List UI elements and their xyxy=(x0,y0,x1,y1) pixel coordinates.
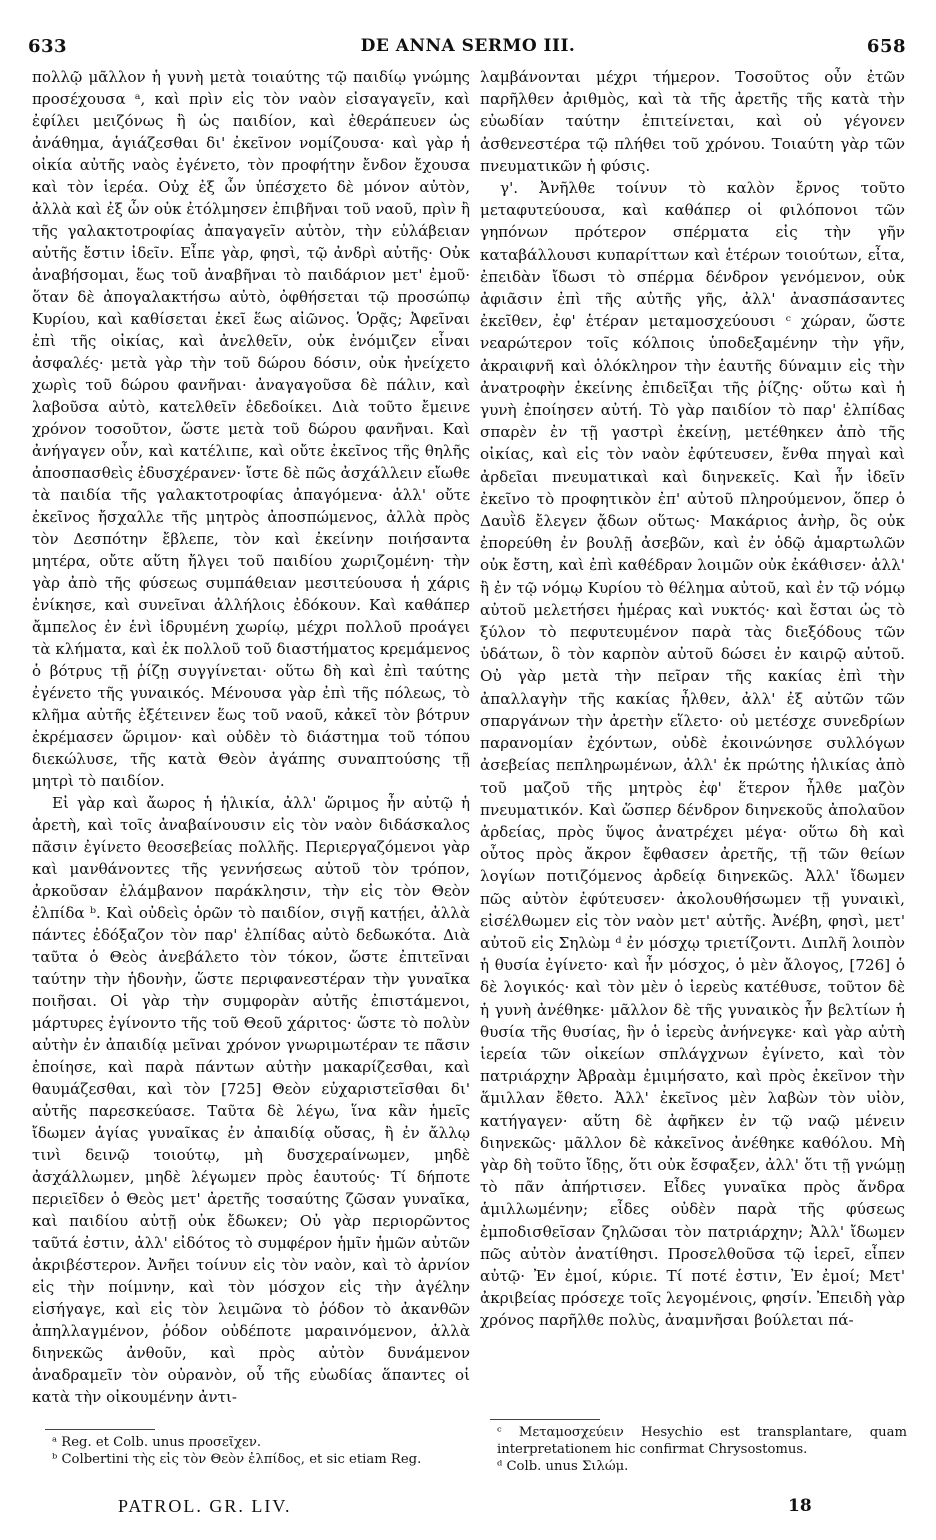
footnotes-left xyxy=(52,1434,452,1468)
footnote-b: ᵇ Colbertini τὴς εἰς τὸν Θεὸν ἐλπίδος, et sic etiam Reg. xyxy=(52,1452,422,1467)
right-paragraph-2: γ'. Ἀνῆλθε τοίνυν τὸ καλὸν ἔρνος τοῦτο μεταφυτεύουσα, καὶ καθάπερ οἱ φιλόπονοι τῶν γηπόνων πρότερον σπέρματα εἰς τὴν γῆν καταβάλλουσι κυπαρίττων καὶ ἑτέρων τοιούτων, εἶτα, ἐπειδὰν ἴδωσι τὸ σπέρμα δένδρον γενόμενον, οὐκ ἀφιᾶσιν ἐπὶ τῆς αὐτῆς γῆς, ἀλλ' ἀνασπάσαντες ἐκεῖθεν, ἐφ' ἑτέραν μεταμοσχεύουσι ᶜ χώραν, ὥστε νεαρώτερον τοῖς κόλποις ὑποδεξαμένην τὴν γῆν, ἀκραιφνῆ καὶ ὁλόκληρον τὴν ἑαυτῆς δύναμιν εἰς τὴν ἀνατροφὴν ἐκείνης ἐπιδεῖξαι τῆς ῥίζης· οὕτω καὶ ἡ γυνὴ ἐποίησεν αὐτή. Τὸ γὰρ παιδίον τὸ παρ' ἐλπίδας σπαρὲν ἐν τῇ γαστρὶ ἐκείνῃ, μετέθηκεν ἀπὸ τῆς οἰκίας, καὶ εἰς τὸν ναὸν ἐφύτευσεν, ἔνθα πηγαὶ καὶ ἀρδεῖαι πνευματικαὶ καὶ διηνεκεῖς. Καὶ ἦν ἰδεῖν ἐκεῖνο τὸ προφητικὸν ἐπ' αὐτοῦ πληρούμενον, ὅπερ ὁ Δαυῒδ ἔλεγεν ᾄδων οὕτως· Μακάριος ἀνὴρ, ὃς οὐκ ἐπορεύθη ἐν βουλῇ ἀσεβῶν, καὶ ἐν ὁδῷ ἁμαρτωλῶν οὐκ ἔστη, καὶ ἐπὶ καθέδραν λοιμῶν οὐκ ἐκάθισεν· ἀλλ' ἢ ἐν τῷ νόμῳ Κυρίου τὸ θέλημα αὐτοῦ, καὶ ἐν τῷ νόμῳ αὐτοῦ μελετήσει ἡμέρας καὶ νυκτός· καὶ ἔσται ὡς τὸ ξύλον τὸ πεφυτευμένον παρὰ τὰς διεξόδους τῶν ὑδάτων, ὃ τὸν καρπὸν αὐτοῦ δώσει ἐν καιρῷ αὐτοῦ. Οὐ γὰρ μετὰ τὴν πεῖραν τῆς κακίας ἐπὶ τὴν ἀπαλλαγὴν τῆς κακίας ἦλθεν, ἀλλ' ἐξ αὐτῶν τῶν σπαργάνων τὴν ἀρετὴν εἵλετο· οὐ μετέσχε συνεδρίων παρανομίαν ἐχόντων, οὐδὲ ἐκοινώνησε συλλόγων ἀσεβείας πεπληρωμένων, ἀλλ' ἐκ πρώτης ἡλικίας ἀπὸ τοῦ μαζοῦ τῆς μητρὸς ἐφ' ἕτερον ἦλθε μαζὸν πνευματικόν. Καὶ ὥσπερ δένδρον διηνεκοῦς ἀπολαῦον ἀρδείας, πρὸς ὕψος ἀνατρέχει μέγα· οὕτω δὴ καὶ οὗτος πρὸς ἄκρον ἔφθασεν ἀρετῆς, τῇ τῶν θείων λογίων ποτιζόμενος ἀρδείᾳ διηνεκῶς. Ἀλλ' ἴδωμεν πῶς αὐτὸν ἐφύτευσεν· ἀκολουθήσωμεν τῇ γυναικὶ, εἰσέλθωμεν εἰς τὸν ναὸν μετ' αὐτῆς. Ἀνέβη, φησὶ, μετ' αὐτοῦ εἰς Σηλὼμ ᵈ ἐν μόσχῳ τριετίζοντι. Διπλῆ λοιπὸν ἡ θυσία ἐγίνετο· καὶ ἦν μόσχος, ὁ μὲν ἄλογος, [726] ὁ δὲ λογικός· καὶ τὸν μὲν ὁ ἱερεὺς κατέθυσε, τοῦτον δὲ ἡ γυνὴ ἀνέθηκε· μᾶλλον δὲ τῆς γυναικὸς ἦν βελτίων ἡ θυσία τῆς θυσίας, ἣν ὁ ἱερεὺς ἀνήνεγκε· καὶ γὰρ αὐτὴ ἱερεία τῶν οἰκείων σπλάγχνων ἐγίνετο, καὶ τὸν πατριάρχην Ἀβραὰμ ἐμιμήσατο, καὶ πρὸς ἐκεῖνον τὴν ἅμιλλαν ἔθετο. Ἀλλ' ἐκεῖνος μὲν λαβὼν τὸν υἱὸν, κατήγαγεν· αὕτη δὲ ἀφῆκεν ἐν τῷ ναῷ μένειν διηνεκῶς· μᾶλλον δὲ κἀκεῖνος ἀνέθηκε καθόλου. Μὴ γὰρ δὴ τοῦτο ἴδῃς, ὅτι οὐκ ἔσφαξεν, ἀλλ' ὅτι τῇ γνώμῃ τὸ πᾶν ἀπήρτισεν. Εἶδες γυναῖκα πρὸς ἄνδρα ἁμιλλωμένην; εἶδες οὐδὲν παρὰ τῆς φύσεως ἐμποδισθεῖσαν ζηλῶσαι τὸν πατριάρχην; Ἀλλ' ἴδωμεν πῶς αὐτὸν ἀνατίθησι. Προσελθοῦσα τῷ ἱερεῖ, εἶπεν αὐτῷ· Ἐν ἐμοί, κύριε. Τί ποτέ ἐστιν, Ἐν ἐμοί; Μετ' ἀκριβείας πρόσεχε τοῖς λεγομένοις, φησίν. Ἐπειδὴ γὰρ χρόνος παρῆλθε πολὺς, ἀναμνῆσαι βούλεται πά- xyxy=(480,179,905,1330)
right-column xyxy=(480,66,905,1332)
page-number: 18 xyxy=(788,1496,812,1516)
footer-source: PATROL. GR. LIV. xyxy=(118,1496,292,1516)
footnote-c: ᶜ Μεταμοσχεύειν Hesychio est transplantare, quam interpretationem hic confirmat Chrysostomus. xyxy=(497,1425,907,1457)
footnotes-right xyxy=(497,1424,907,1475)
footnote-rule-right xyxy=(490,1419,600,1420)
running-title: DE ANNA SERMO III. xyxy=(360,36,576,56)
left-column xyxy=(32,66,470,1408)
right-page-number: 658 xyxy=(866,36,906,57)
footnote-rule-left xyxy=(45,1429,155,1430)
left-paragraph-2: Εἰ γὰρ καὶ ἄωρος ἡ ἡλικία, ἀλλ' ὥριμος ἦν αὐτῷ ἡ ἀρετὴ, καὶ τοῖς ἀναβαίνουσιν εἰς τὸν ναὸν διδάσκαλος πᾶσιν ἐγίνετο θεοσεβείας πολλῆς. Περιεργαζόμενοι γὰρ καὶ μανθάνοντες τῆς γεννήσεως αὐτοῦ τὸν τρόπον, ἀρκοῦσαν ἐλάμβανον παράκλησιν, τὴν εἰς τὸν Θεὸν ἐλπίδα ᵇ. Καὶ οὐδεὶς ὁρῶν τὸ παιδίον, σιγῇ κατῄει, ἀλλὰ πάντες ἐδόξαζον τὸν παρ' ἐλπίδας αὐτὸ δεδωκότα. Διὰ ταῦτα ὁ Θεὸς ἀνεβάλετο τὸν τόκον, ὥστε ἐπιτεῖναι ταύτην τὴν ἡδονὴν, ὥστε περιφανεστέραν τὴν γυναῖκα ποιῆσαι. Οἱ γὰρ τὴν συμφορὰν αὐτῆς ἐπιστάμενοι, μάρτυρες ἐγίνοντο τῆς τοῦ Θεοῦ χάριτος· ὥστε τὸ πολὺν αὐτὴν ἐν ἀπαιδίᾳ μεῖναι χρόνον γνωριμωτέραν τε πᾶσιν ἐποίησε, καὶ παρὰ πάντων αὐτὴν μακαρίζεσθαι, καὶ θαυμάζεσθαι, καὶ τὸν [725] Θεὸν εὐχαριστεῖσθαι δι' αὐτῆς παρεσκεύασε. Ταῦτα δὲ λέγω, ἵνα κἂν ἡμεῖς ἴδωμεν ἁγίας γυναῖκας ἐν ἀπαιδίᾳ οὔσας, ἢ ἐν ἄλλῳ τινὶ δεινῷ τοιούτῳ, μὴ δυσχεραίνωμεν, μηδὲ ἀσχάλλωμεν, μηδὲ λέγωμεν πρὸς ἑαυτούς· Τί δήποτε περιεῖδεν ὁ Θεὸς μετ' ἀρετῆς τοσαύτης ζῶσαν γυναῖκα, καὶ παιδίου αὐτῇ οὐκ ἔδωκεν; Οὐ γὰρ περιορῶντος ταῦτά ἐστιν, ἀλλ' εἰδότος τὸ συμφέρον ἡμῖν ἡμῶν αὐτῶν ἀκριβέστερον. Ἀνῆει τοίνυν εἰς τὸν ναὸν, καὶ τὸ ἀρνίον εἰς τὴν ποίμνην, καὶ τὸν μόσχον εἰς τὴν ἀγέλην εἰσήγαγε, καὶ εἰς τὸν λειμῶνα τὸ ῥόδον τὸ ἀκανθῶν ἀπηλλαγμένον, ῥόδον οὐδέποτε μαραινόμενον, ἀλλὰ διηνεκῶς ἀνθοῦν, καὶ πρὸς αὐτὸν δυνάμενον ἀναδραμεῖν τὸν οὐρανὸν, οὗ τῆς εὐωδίας ἅπαντες οἱ κατὰ τὴν οἰκουμένην ἀντι- xyxy=(32,794,470,1406)
footnote-d: ᵈ Colb. unus Σιλώμ. xyxy=(497,1459,629,1474)
left-paragraph-1: πολλῷ μᾶλλον ἡ γυνὴ μετὰ τοιαύτης τῷ παιδίῳ γνώμης προσέχουσα ᵃ, καὶ πρὶν εἰς τὸν ναὸν εἰσαγαγεῖν, καὶ ἐφίλει μειζόνως ἢ ὡς παιδίον, καὶ ἐθεράπευεν ὡς ἀνάθημα, ἁγιάζεσθαι δι' ἐκεῖνον νομίζουσα· καὶ γὰρ ἡ οἰκία αὐτῆς ναὸς ἐγένετο, τὸν προφήτην ἔνδον ἔχουσα καὶ τὸν ἱερέα. Οὐχ ἐξ ὧν ὑπέσχετο δὲ μόνον αὐτὸν, ἀλλὰ καὶ ἐξ ὧν οὐκ ἐτόλμησεν ἐπιβῆναι τοῦ ναοῦ, πρὶν ἢ τῆς γαλακτοτροφίας ἀπαγαγεῖν αὐτὸν, τὴν εὐλάβειαν αὐτῆς ἔστιν ἰδεῖν. Εἶπε γὰρ, φησὶ, τῷ ἀνδρὶ αὐτῆς· Οὐκ ἀναβήσομαι, ἕως τοῦ ἀναβῆναι τὸ παιδάριον μετ' ἐμοῦ· ὅταν δὲ ἀπογαλακτήσω αὐτὸ, ὀφθήσεται τῷ προσώπῳ Κυρίου, καὶ καθίσεται ἐκεῖ ἕως αἰῶνος. Ὁρᾷς; Ἀφεῖναι ἐπὶ τῆς οἰκίας, καὶ ἀνελθεῖν, οὐκ ἐνόμιζεν εἶναι ἀσφαλές· μετὰ γὰρ τὴν τοῦ δώρου δόσιν, οὐκ ἠνείχετο χωρὶς τοῦ δώρου φανῆναι· ἀναγαγοῦσα δὲ πάλιν, καὶ λαβοῦσα αὐτὸ, κατελθεῖν ἐδεδοίκει. Διὰ τοῦτο ἔμεινε χρόνον τοσοῦτον, ὥστε μετὰ τοῦ δώρου φανῆναι. Καὶ ἀνήγαγεν οὖν, καὶ κατέλιπε, καὶ οὔτε ἐκεῖνος τῆς θηλῆς ἀποσπασθεὶς ἐδυσχέρανεν· ἴστε δὲ πῶς ἀσχάλλειν εἴωθε τὰ παιδία τῆς γαλακτοτροφίας ἀπαγόμενα· ἀλλ' οὔτε ἐκεῖνος ἤσχαλλε τῆς μητρὸς ἀποσπώμενος, ἀλλὰ πρὸς τὸν Δεσπότην ἔβλεπε, τὸν καὶ ἐκείνην ποιήσαντα μητέρα, οὔτε αὕτη ἤλγει τοῦ παιδίου χωριζομένη· τὴν γὰρ ἀπὸ τῆς φύσεως συμπάθειαν μεσιτεύουσα ἡ χάρις ἐνίκησε, καὶ συνεῖναι ἀλλήλοις ἐδόκουν. Καὶ καθάπερ ἄμπελος ἐν ἑνὶ ἱδρυμένη χωρίῳ, μέχρι πολλοῦ προάγει τὰ κλήματα, καὶ ἐκ πολλοῦ τοῦ διαστήματος κρεμάμενος ὁ βότρυς τῇ ῥίζῃ συγγίνεται· οὕτω δὴ καὶ ἐπὶ ταύτης ἐγένετο τῆς γυναικός. Μένουσα γὰρ ἐπὶ τῆς πόλεως, τὸ κλῆμα αὐτῆς ἐξέτεινεν ἕως τοῦ ναοῦ, κἀκεῖ τὸν βότρυν ἐκρέμασεν ὥριμον· καὶ οὐδὲν τὸ διάστημα τοῦ τόπου διεκώλυσε, τῆς κατὰ Θεὸν ἀγάπης συναπτούσης τῇ μητρὶ τὸ παιδίον. xyxy=(32,68,470,790)
footnote-a: ᵃ Reg. et Colb. unus προσεῖχεν. xyxy=(52,1435,262,1450)
right-paragraph-1: λαμβάνονται μέχρι τήμερον. Τοσοῦτος οὖν ἐτῶν παρῆλθεν ἀριθμὸς, καὶ τὰ τῆς ἀρετῆς τῆς κατὰ τὴν εὐωδίαν ταύτην ἐπιτείνεται, καὶ οὐ γέγονεν ἀσθενεστέρα τῷ πλήθει τοῦ χρόνου. Τοιαύτη γὰρ τῶν πνευματικῶν ἡ φύσις. xyxy=(480,68,905,175)
left-page-number: 633 xyxy=(28,36,68,57)
